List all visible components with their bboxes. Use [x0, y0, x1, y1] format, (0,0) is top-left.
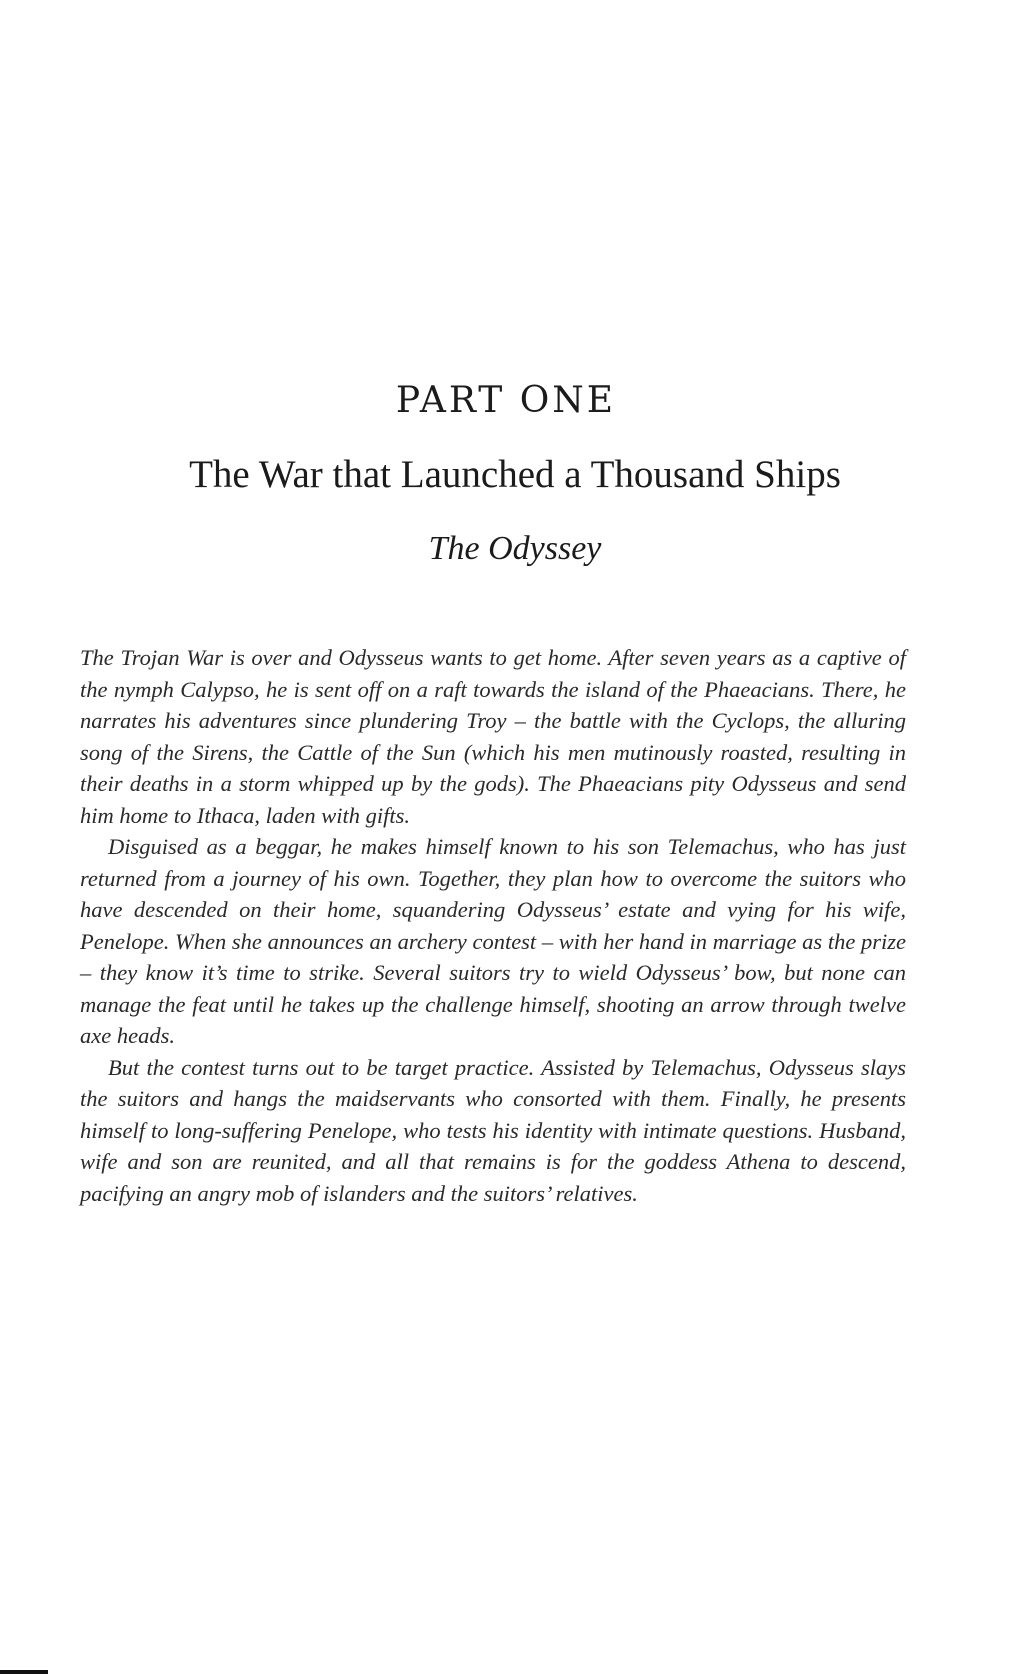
- book-title: The Odyssey: [428, 530, 602, 567]
- page-edge-mark: [0, 1670, 48, 1674]
- synopsis: [80, 642, 906, 1209]
- synopsis-paragraph: The Trojan War is over and Odysseus wants to get home. After seven years as a captive of the nymph Calypso, he is sent off on a raft towards the island of the Phaeacians. There, he narrates his adventures since plundering Troy – the battle with the Cyclops, the alluring song of the Sirens, the Cattle of the Sun (which his men mutinously roasted, resulting in their deaths in a storm whipped up by the gods). The Phaeacians pity Odysseus and send him home to Ithaca, laden with gifts.: [80, 645, 906, 828]
- chapter-title: The War that Launched a Thousand Ships: [189, 453, 841, 496]
- part-title: PART ONE: [395, 380, 617, 421]
- synopsis-paragraph: Disguised as a beggar, he makes himself known to his son Telemachus, who has just returned from a journey of his own. Together, they plan how to overcome the suitors who have descended on their home, squandering Odysseus’ estate and vying for his wife, Penelope. When she announces an archery contest – with her hand in marriage as the prize – they know it’s time to strike. Several suitors try to wield Odysseus’ bow, but none can manage the feat until he takes up the challenge himself, shooting an arrow through twelve axe heads.: [80, 834, 906, 1048]
- synopsis-paragraph: But the contest turns out to be target practice. Assisted by Telemachus, Odysseus slays the suitors and hangs the maidservants who consorted with them. Finally, he presents himself to long-suffering Penelope, who tests his identity with intimate questions. Husband, wife and son are reunited, and all that remains is for the goddess Athena to descend, pacifying an angry mob of islanders and the suitors’ relatives.: [80, 1054, 906, 1206]
